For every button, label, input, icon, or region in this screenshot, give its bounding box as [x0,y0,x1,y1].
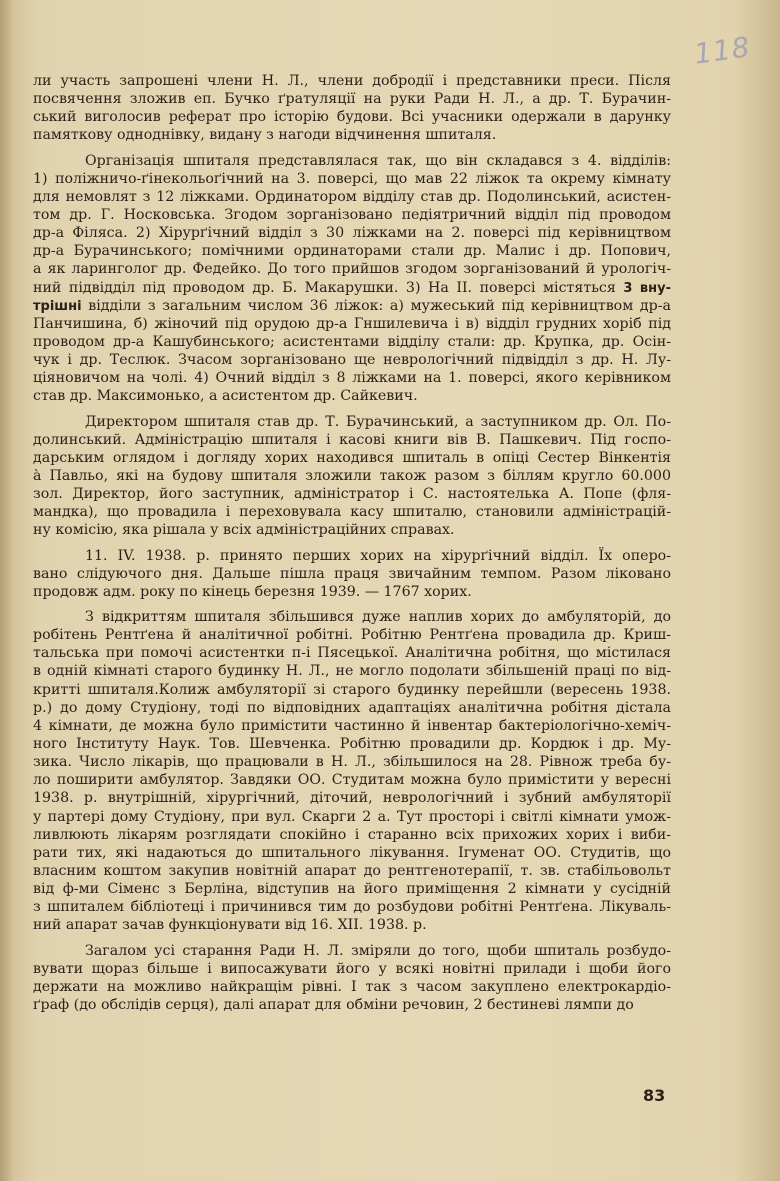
text-line: ли участь запрошені члени Н. Л., члени добродії і представники преси. Після [33,73,671,89]
paragraph [33,608,671,935]
paragraph [33,413,671,540]
paragraph [33,72,671,145]
text-line: робітень Рентґена й аналітичної робітні. Робітню Рентґена провадила др. Криш- [33,627,671,644]
text-line: ський виголосив реферат про історію будови. Всі учасники одержали в дарунку [33,109,671,126]
text-line: долинський. Адміністрацію шпиталя і касові книги вів В. Пашкевич. Під госпо- [33,431,671,448]
text-line: від ф-ми Сіменс з Берліна, відступив на його приміщення 2 кімнати у сусідній [33,881,671,898]
text-line: 11. IV. 1938. р. принято перших хорих на хірурґічний відділ. Їх оперо- [85,547,671,564]
text-line: том др. Г. Носковська. Згодом зорганізовано педіятричний відділ під проводом [33,207,671,223]
text-line: ґраф (до обслідів серця), далі апарат для обміни речовин, 2 бестиневі лямпи до [33,996,634,1013]
text-line: вано слідуючого дня. Дальше пішла праця звичайним темпом. Разом ліковано [33,565,671,582]
text-line: Директором шпиталя став др. Т. Бурачинський, а заступником др. Ол. По- [85,413,671,430]
text-line: продовж адм. року по кінець березня 1939. — 1767 хорих. [33,583,472,600]
paragraph [33,942,671,1015]
text-line: др-а Філяса. 2) Хірурґічний відділ з 30 ліжками на 2. поверсі під керівництвом [33,225,671,242]
text-line: трішні відділи з загальним числом 36 ліжок: а) мужеський під керівництвом др-а [33,297,671,314]
text-line: став др. Максимонько, а асистентом др. Сайкевич. [33,388,418,405]
text-line: в одній кімнаті старого будинку Н. Л., не могло подолати збільшеній праці по від- [33,663,671,680]
text-line: ло поширити амбулятор. Завдяки ОО. Студитам можна було примістити у вересні [33,772,671,789]
text-line: ливлюють лікарям розглядати спокійно і старанно всіх прихожих хорих і виби- [33,826,671,843]
text-line: мандка), що провадила і переховувала касу шпиталю, становили адміністрацій- [33,504,671,521]
text-line: др-а Бурачинського; помічними ординаторами стали др. Малис і др. Попович, [33,243,671,260]
text-line: рати тих, які надаються до шпитального лікування. Ігуменат ОО. Студитів, що [33,844,671,861]
text-line: ціяновичом на чолі. 4) Очний відділ з 8 ліжками на 1. поверсі, якого керівником [33,370,671,387]
page-number: 83 [643,1086,666,1105]
text-line: з шпиталем бібліотеці і причинився тим до розбудови робітні Рентґена. Лікуваль- [33,899,671,916]
document-body [33,72,671,1021]
text-line: Панчишина, б) жіночий під орудою др-а Гншилевича і в) відділ грудних хоріб під [33,315,671,332]
text-line: 1938. р. внутрішній, хірургічний, діточий, неврологічний і зубний амбуляторії [33,790,671,807]
text-line: власним коштом закупив новітній апарат до рентгенотерапії, т. зв. стабільовольт [33,862,671,879]
text-line: памяткову одноднівку, видану з нагоди відчинення шпиталя. [33,127,497,144]
bold-fragment: 3 внy- [623,280,671,296]
text-line: ний апарат зачав функціонувати від 16. XII. 1938. р. [33,917,427,934]
text-line: посвячення зложив еп. Бучко ґратуляції на руки Ради Н. Л., а др. Т. Бурачин- [33,91,671,108]
text-line: у партері дому Студіону, при вул. Скарги 2 а. Тут просторі і світлі кімнати умож- [33,808,671,825]
text-line: вувати щораз більше і випосажувати його у всякі новітні прилади і щоби його [33,960,671,977]
text-line: Загалом усі старання Ради Н. Л. зміряли до того, щоби шпиталь розбудо- [85,942,671,959]
text-line: чук і др. Теслюк. Зчасом зорганізовано ще неврологічний підвідділ з др. Н. Лу- [33,352,671,369]
text-line: 4 кімнати, де можна було примістити частинно й інвентар бактеріологічно-хеміч- [33,717,671,734]
handwritten-folio-number: 118 [691,30,753,71]
text-line: 1) поліжничо-ґінекольоґічний на 3. поверсі, що мав 22 ліжок та окрему кімнату [33,170,671,187]
text-line: р.) до дому Студіону, тоді по відповідних адаптаціях аналітична робітня дістала [33,699,671,716]
text-line: З відкриттям шпиталя збільшився дуже наплив хорих до амбуляторій, до [85,609,671,625]
text-line: ний підвідділ під проводом др. Б. Макарушки. 3) На II. поверсі містяться 3 внy- [33,279,671,296]
text-line: ного Інституту Наук. Тов. Шевченка. Робітню провадили др. Кордюк і др. Му- [33,735,671,752]
bold-fragment: трішні [33,298,82,314]
text-line: Організація шпиталя представлялася так, що він складався з 4. відділів: [85,152,671,169]
text-line: тальська при помочі асистентки п-і Пясецької. Аналітична робітня, що містилася [33,645,671,662]
paragraph [33,547,671,601]
text-line: для немовлят з 12 ліжками. Ординатором відділу став др. Подолинський, асистен- [33,188,671,205]
text-line: а як ларинголог др. Федейко. До того прийшов згодом зорганізований й урологіч- [33,261,671,278]
text-line: а̀ Павльо, які на будову шпиталя зложили також разом з біллям кругло 60.000 [33,467,671,484]
text-line: зол. Директор, його заступник, адміністратор і С. настоятелька А. Попе (фля- [33,486,671,503]
text-line: проводом др-а Кашубинського; асистентами відділу стали: др. Крупка, др. Осін- [33,333,671,350]
text-line: ну комісію, яка рішала у всіх адміністраційних справах. [33,522,455,539]
text-line: зика. Число лікарів, що працювали в Н. Л., збільшилося на 28. Рівнож треба бу- [33,754,671,771]
paragraph [33,152,671,406]
text-line: критті шпиталя.Колиж амбуляторії зі старого будинку перейшли (вересень 1938. [33,681,671,698]
text-line: держати на можливо найкращім рівні. І так з часом закуплено електрокардіо- [33,978,671,995]
text-line: дарським оглядом і доглядy хорих находився шпиталь в опіці Сестер Вінкентія [33,449,671,466]
